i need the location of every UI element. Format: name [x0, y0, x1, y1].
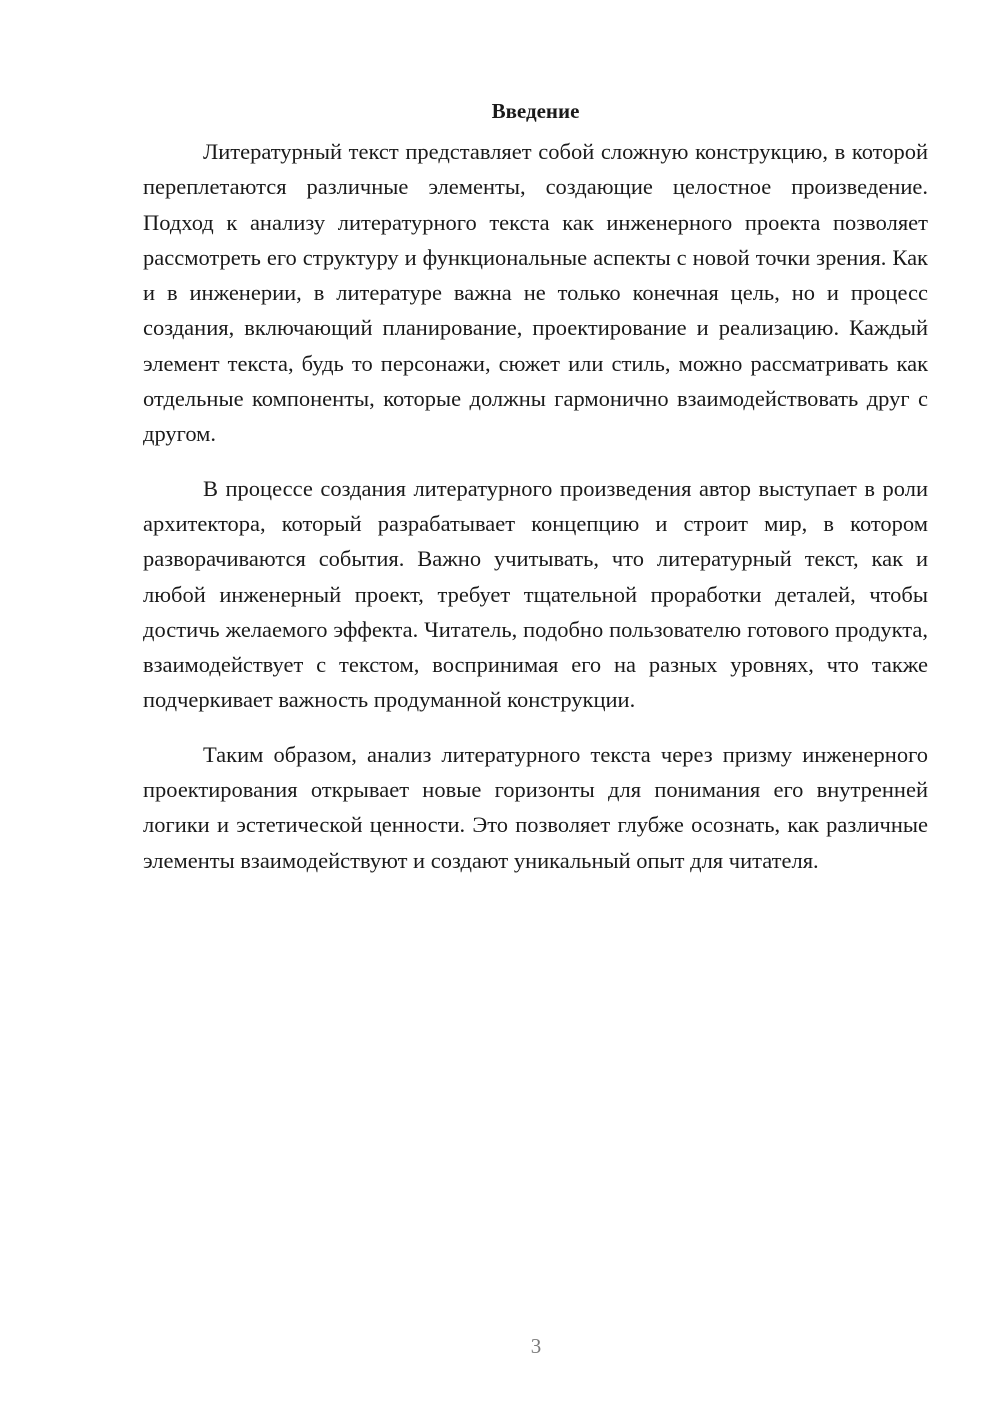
section-heading: Введение [491, 99, 580, 123]
page-content [143, 96, 928, 897]
paragraph-1: Литературный текст представляет собой сложную конструкцию, в которой переплетаются различные элементы, создающие целостное произведение. Подход к анализу литературного текста как инженерного проекта позволяет рассмотреть его структуру и функциональные аспекты с новой точки зрения. Как и в инженерии, в литературе важна не только конечная цель, но и процесс создания, включающий планирование, проектирование и реализацию. Каждый элемент текста, будь то персонажи, сюжет или стиль, можно рассматривать как отдельные компоненты, которые должны гармонично взаимодействовать друг с другом. [143, 139, 928, 447]
paragraph-3: Таким образом, анализ литературного текста через призму инженерного проектирования открывает новые горизонты для понимания его внутренней логики и эстетической ценности. Это позволяет глубже осознать, как различные элементы взаимодействуют и создают уникальный опыт для читателя. [143, 741, 928, 873]
paragraph-2: В процессе создания литературного произведения автор выступает в роли архитектора, который разрабатывает концепцию и строит мир, в котором разворачиваются события. Важно учитывать, что литературный текст, как и любой инженерный проект, требует тщательной проработки деталей, чтобы достичь желаемого эффекта. Читатель, подобно пользователю готового продукта, взаимодействует с текстом, воспринимая его на разных уровнях, что также подчеркивает важность продуманной конструкции. [143, 475, 928, 713]
page-number: 3 [530, 1334, 542, 1358]
